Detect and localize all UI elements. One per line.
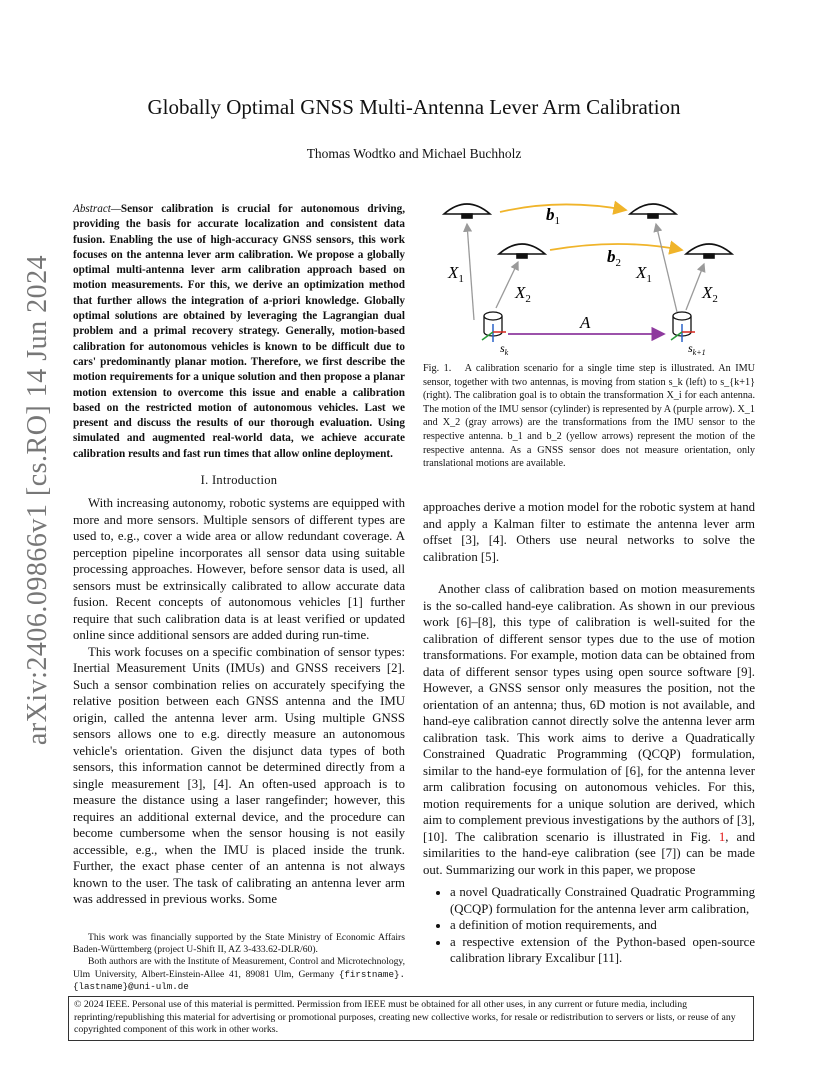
sk1-label: $s_{k+1}$ — [688, 341, 706, 357]
caption-label: Fig. 1. — [423, 363, 452, 374]
antenna-icon — [499, 244, 545, 258]
abstract-text: Sensor calibration is crucial for autonomous driving, providing the basis for accurate localization and consistent data fusion. Enabling the use of high-accuracy GNSS sensors, this work focuses on the antenna lever arm calibration. We propose a globally optimal multi-antenna lever arm calibration approach based on motion measurements. For this, we derive an optimization method that further allows the integration of a-priori knowledge. Globally optimal solutions are obtained by leveraging the Lagrangian dual problem and a primal recovery strategy. Generally, motion-based calibration for autonomous vehicles is known to be difficult due to cars' predominantly planar motion. Therefore, we first describe the motion requirements for a unique solution and then propose a planar motion extension to overcome this issue and enable a calibration based on the restricted motion of autonomous vehicles. Last we present and discuss the results of our thorough evaluation. Using simulated and augmented real-world data, we achieve accurate calibration results and fast run times that allow online deployment. — [73, 203, 405, 460]
imu-cylinder-icon — [482, 312, 506, 342]
figure-1 — [420, 192, 755, 360]
fig-ref-link[interactable]: 1 — [718, 829, 726, 844]
a-label: A — [580, 313, 591, 332]
b2-label: $b_2$ — [607, 247, 621, 269]
column-right — [423, 499, 755, 967]
paper-title: Globally Optimal GNSS Multi-Antenna Lever Arm Calibration — [147, 95, 681, 119]
antenna-icon — [444, 204, 490, 218]
sk-label: $s_k$ — [500, 341, 509, 357]
antenna-icon — [630, 204, 676, 218]
figure-caption — [423, 362, 755, 471]
list-item: • a definition of motion requirements, and — [450, 917, 755, 934]
footnote-email: {firstname}.{lastname}@uni-ulm.de — [73, 968, 405, 992]
footnote: This work was financially supported by the State Ministry of Economic Affairs Baden-Württemberg (project U-Shift II, AZ 3-433.62-DLR/60). — [73, 932, 405, 956]
caption-text: A calibration scenario for a single time step is illustrated. An IMU sensor, together with two antennas, is moving from station s_k (left) to s_{k+1} (right). The calibration goal is to obtain the transformation X_i for each antenna. The motion of the IMU sensor (cylinder) is represented by A (purple arrow). X_1 and X_2 (gray arrows) are the transformations from the IMU sensor to the respective antenna. b_1 and b_2 (yellow arrows) represent the motion of the respective antenna. As a GNSS sensor does not measure orientation, only translational motions are available. — [423, 363, 756, 470]
column-left — [73, 495, 405, 908]
footnotes — [73, 932, 405, 993]
x1-arrow-right — [656, 224, 677, 312]
paragraph: This work focuses on a specific combination of sensor types: Inertial Measurement Units (IMUs) and GNSS receivers [2]. Such a sensor combination relies on accurately specifying the relative position between each GNSS antenna and the IMU origin, called the antenna lever arm. Using multiple GNSS sensors allows one to e.g. directly measure an autonomous vehicle's orientation. Given the disjunct data types of both sensors, this information cannot be determined directly from a single measurement [3], [4]. An often-used approach is to measure the distance using a laser rangefinder; however, this requires an additional external device, and the procedure can become cumbersome when the sensor housing is not easily accessible, e.g., when the IMU is placed inside the trunk. Further, the exact phase center of an antenna is not always known to the user. The task of calibrating an antenna lever arm was addressed in previous works. Some — [73, 644, 405, 906]
paragraph: Another class of calibration based on motion measurements is the so-called hand-eye calibration. As shown in our previous work [6]–[8], this type of calibration is well-suited for the calibration of different sensor types due to the use of motion transformations. For example, motion data can be obtained from data of different sensor types using open source software [9]. However, a GNSS sensor only measures the position, not the orientation of an antenna; thus, 6D motion is not available, and hand-eye calibration cannot directly solve the antenna lever arm calibration task. This work aims to derive a Quadratically Constrained Quadratic Programming (QCQP) formulation, similar to the hand-eye formulation of [6], for the antenna lever arm calibration focusing on autonomous vehicles. For this, motion requirements for a unique solution are derived, which aim to complement previous investigations by the authors of [3], [10]. The calibration scenario is illustrated in Fig. 1, and similarities to the hand-eye calibration (see [7]) can be made out. Summarizing our work in this paper, we propose — [423, 582, 755, 877]
list-item: • a novel Quadratically Constrained Quadratic Programming (QCQP) formulation for the antenna lever arm calibration, — [450, 884, 755, 917]
arxiv-stamp: arXiv:2406.09866v1 [cs.RO] 14 Jun 2024 — [22, 254, 53, 746]
contribution-list — [423, 884, 755, 967]
x1-label-right: $X_1$ — [636, 263, 652, 285]
paragraph: approaches derive a motion model for the robotic system at hand and apply a Kalman filter to estimate the antenna lever arm offset [3], [4]. Others use neural networks to solve the calibration [5]. — [423, 500, 755, 564]
paper-authors: Thomas Wodtko and Michael Buchholz — [306, 146, 522, 161]
imu-cylinder-icon — [671, 312, 695, 342]
abstract-label: Abstract— — [73, 203, 121, 215]
b1-label: $b_1$ — [546, 205, 560, 227]
x1-label-left: $X_1$ — [448, 263, 464, 285]
abstract — [73, 202, 405, 462]
x2-label-right: $X_2$ — [702, 283, 718, 305]
antenna-icon — [686, 244, 732, 258]
footnote: Both authors are with the Institute of Measurement, Control and Microtechnology, Ulm University, Albert-Einstein-Allee 41, 89081 Ulm, Germany {firstname}.{lastname}@uni-ulm.de — [73, 956, 405, 992]
x2-label-left: $X_2$ — [515, 283, 531, 305]
section-heading: I. Introduction — [200, 473, 278, 487]
list-item: • a respective extension of the Python-based open-source calibration library Excalibur [11]. — [450, 934, 755, 967]
copyright-notice: © 2024 IEEE. Personal use of this material is permitted. Permission from IEEE must be obtained for all other uses, in any current or future media, including reprinting/republishing this material for advertising or promotional purposes, creating new collective works, for resale or redistribution to servers or lists, or reuse of any copyrighted component of this work in other works. — [68, 996, 754, 1041]
paragraph: With increasing autonomy, robotic systems are equipped with more and more sensors. Multiple sensors of different types are used to, e.g., cover a wide area or allow redundant coverage. A perception pipeline incorporates all sensor data using suitable processing approaches. However, before sensor data is used, all sensors must be extrinsically calibrated to allow accurate data fusion. Recent concepts of autonomous vehicles [1] further require that such calibration data is at least verified or updated online since additional sensors are added during run-time. — [73, 496, 405, 642]
b1-arrow — [500, 204, 626, 212]
x1-arrow-left — [467, 224, 474, 320]
